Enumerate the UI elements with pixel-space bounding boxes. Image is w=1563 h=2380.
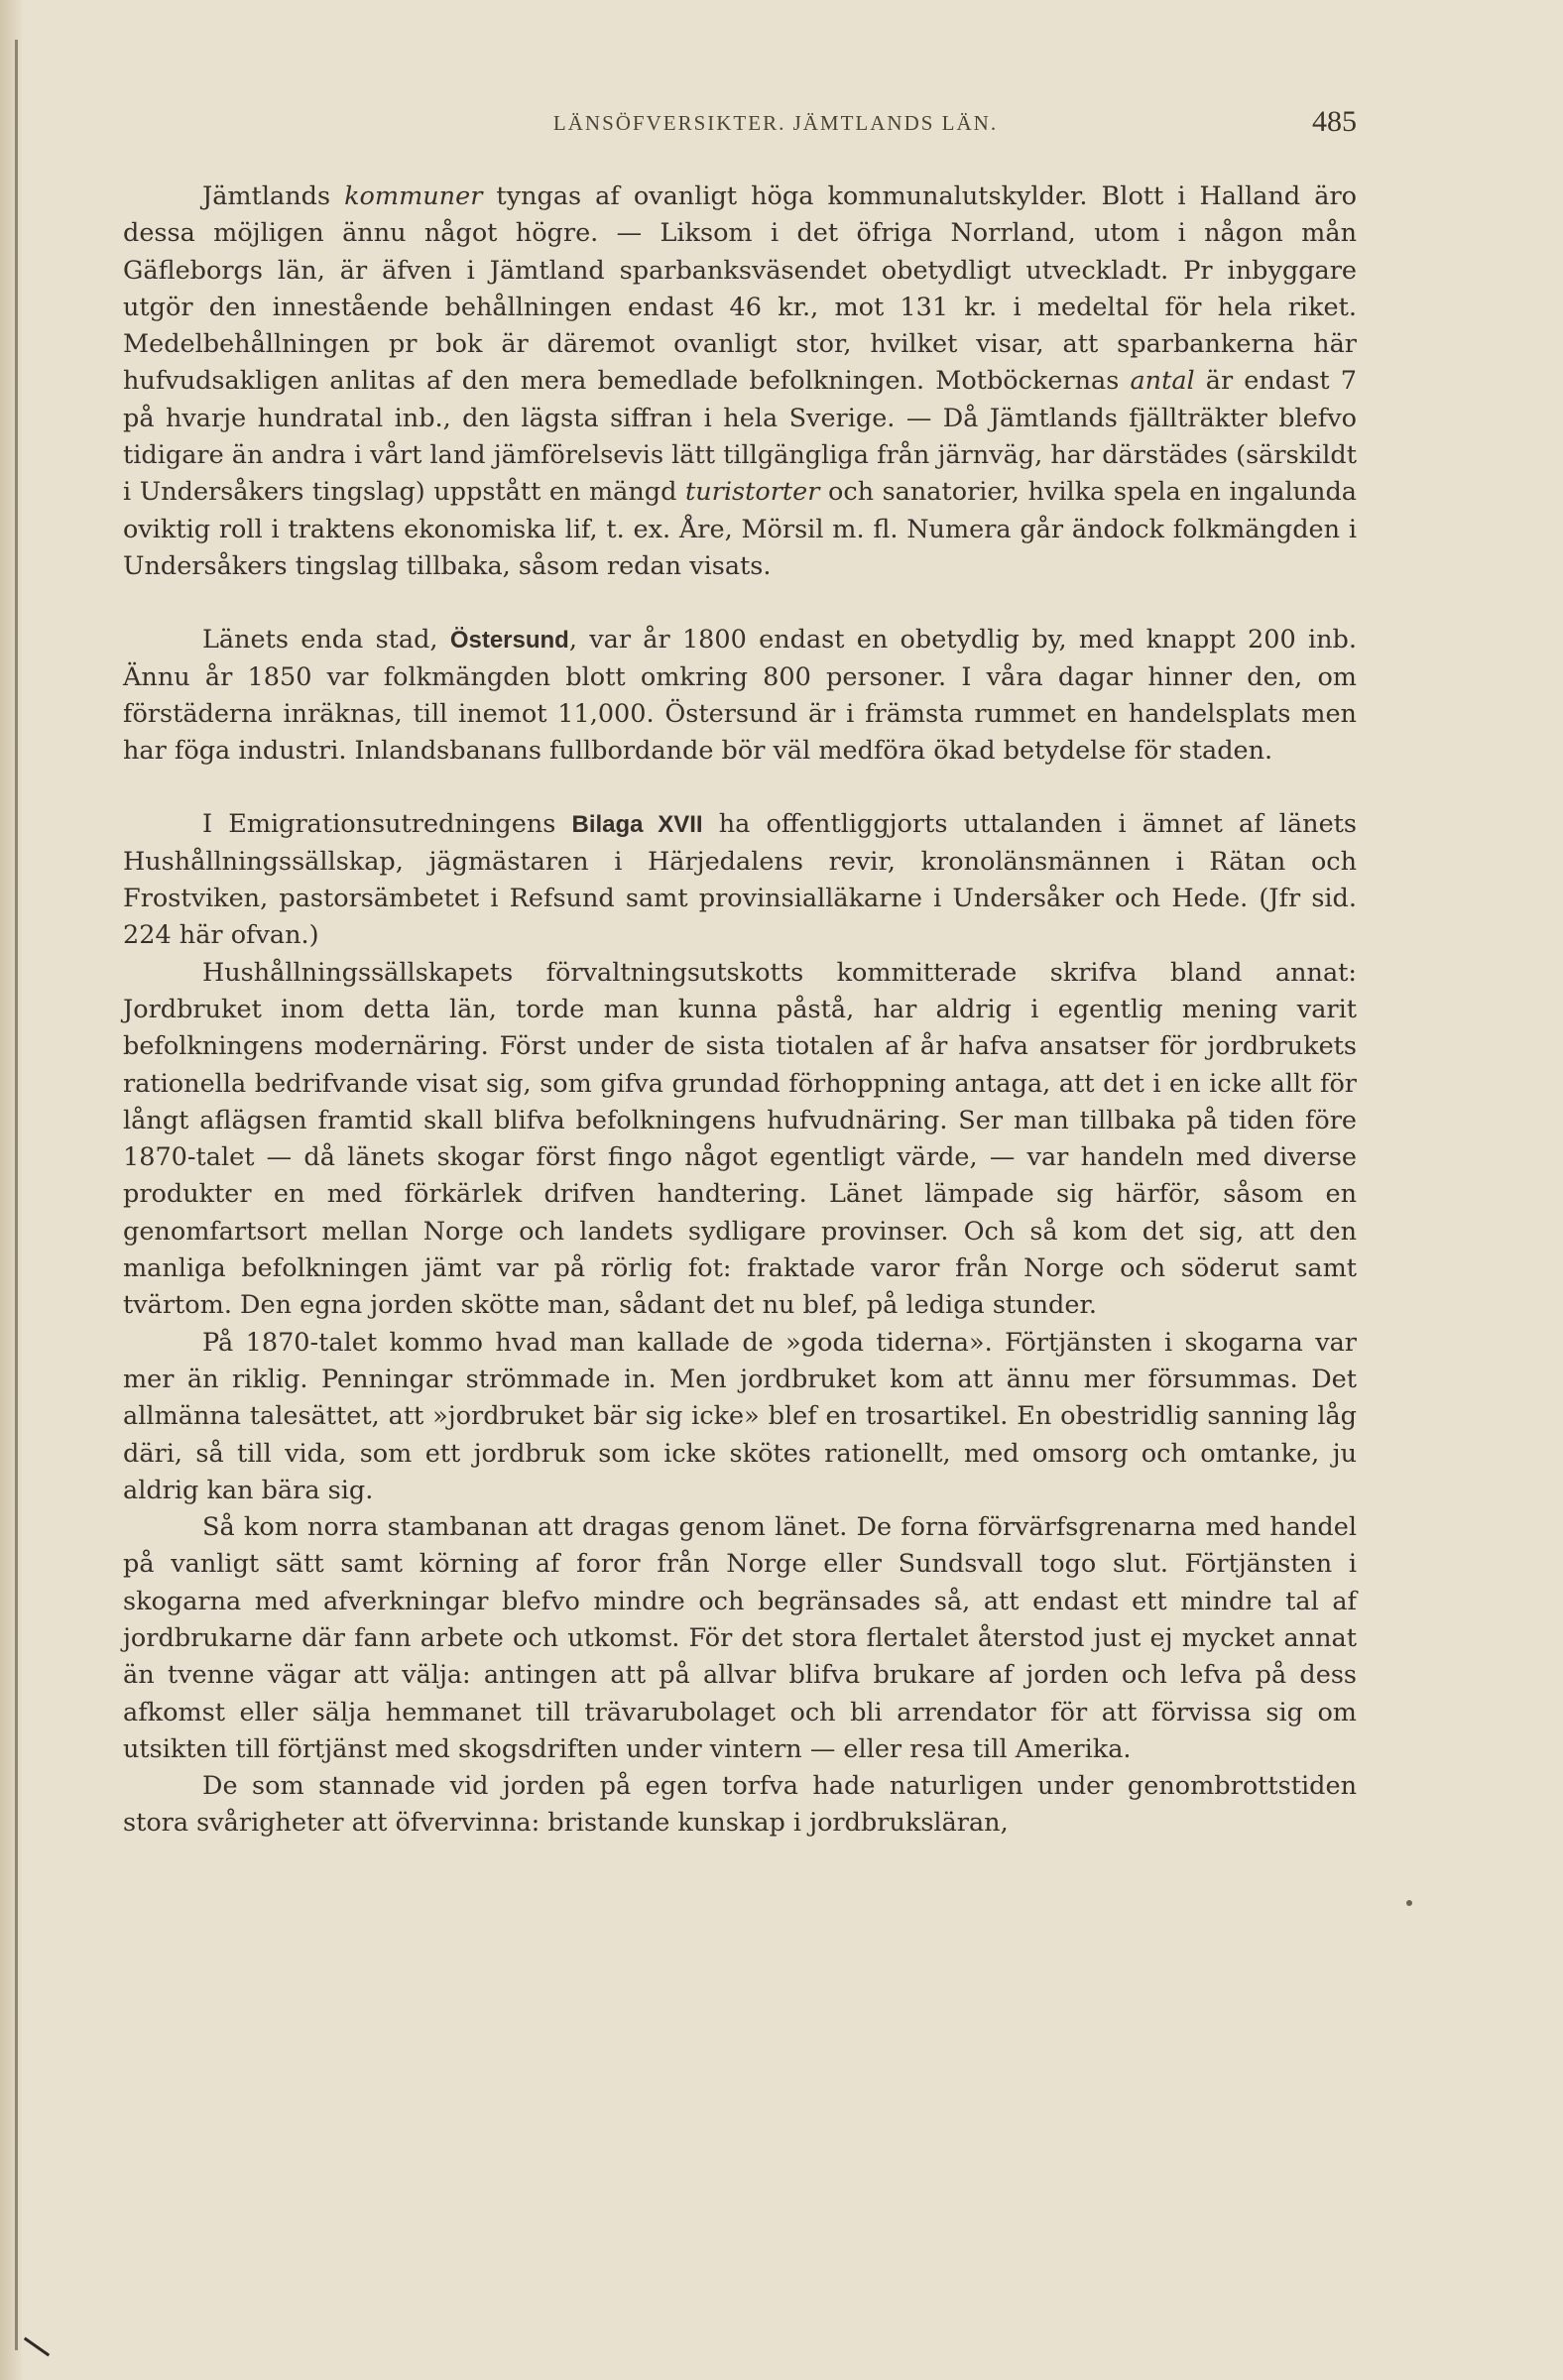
emphasis-antal: antal bbox=[1130, 366, 1195, 397]
body-text bbox=[123, 178, 1357, 1843]
text-run: är endast 7 på hvarje hundratal inb., den lägsta siffran i hela Sverige. — Då Jämtlands fjällträkter blefvo tidigare än andra i vårt land jämförelsevis lätt tillgängliga från järnväg, har därstädes (särskildt i Undersåkers tingslag) uppstått en mängd bbox=[123, 366, 1357, 508]
emphasis-ostersund: Östersund bbox=[449, 627, 569, 654]
paragraph-stambanan: Så kom norra stambanan att dragas genom länet. De forna förvärfsgrenarna med handel på vanligt sätt samt körning af foror från Norge eller Sundsvall togo slut. Förtjänsten i skogarna med afverkningar blefvo mindre och begränsades så, att endast ett mindre tal af jordbrukarne där fann arbete och utkomst. För det stora flertalet återstod just ej mycket annat än tvenne vägar att välja: antingen att på allvar blifva brukare af jorden och lefva på dess afkomst eller sälja hemmanet till trävarubolaget och bli arrendator för att förvissa sig om utsikten till förtjänst med skogsdriften under vintern — eller resa till Amerika. bbox=[123, 1512, 1357, 1764]
paragraph-goda-tiderna: På 1870-talet kommo hvad man kallade de »goda tiderna». Förtjänsten i skogarna var mer än riklig. Penningar strömmade in. Men jordbruket kom att ännu mer försummas. Det allmänna talesättet, att »jordbruket bär sig icke» blef en trosartikel. En obestridlig sanning låg däri, så till vida, som ett jordbruk som icke skötes rationellt, med omsorg och omtanke, ju aldrig kan bära sig. bbox=[123, 1327, 1357, 1505]
text-run: tyngas af ovanligt höga kommunalutskylder. Blott i Halland äro dessa möjligen ännu något högre. — Liksom i det öfriga Norrland, utom i någon mån Gäfleborgs län, är äfven i Jämtland sparbanksväsendet obetydligt utveckladt. Pr inbyggare utgör den innestående behållningen endast 46 kr., mot 131 kr. i medeltal för hela riket. Medelbehållningen pr bok är däremot ovanligt stor, hvilket visar, att sparbankerna här hufvudsakligen anlitas af den mera bemedlade befolkningen. Motböckernas bbox=[123, 181, 1357, 397]
paragraph-kommuner bbox=[123, 178, 1357, 585]
paragraph-ostersund bbox=[123, 622, 1357, 770]
emphasis-bilaga: Bilaga XVII bbox=[571, 811, 703, 839]
ink-speck bbox=[1406, 1900, 1412, 1906]
emphasis-turistorter: turistorter bbox=[685, 477, 820, 508]
paragraph-hushallning: Hushållningssällskapets förvaltningsutskotts kommitterade skrifva bland annat: Jordbruket inom detta län, torde man kunna påstå, har aldrig i egentlig mening varit befolkningens modernäring. Först under de sista tiotalen af år hafva ansatser för jordbrukets rationella bedrifvande visat sig, som gifva grundad förhoppning antaga, att det i en icke allt för långt aflägsen framtid skall blifva befolkningens hufvudnäring. Ser man tillbaka på tiden före 1870-talet — då länets skogar först fingo något egentligt värde, — var handeln med diverse produkter en med förkärlek drifven handtering. Länet lämpade sig härför, såsom en genomfartsort mellan Norge och landets sydligare provinser. Och så kom det sig, att den manliga befolkningen jämt var på rörlig fot: fraktade varor från Norge och söderut samt tvärtom. Den egna jorden skötte man, sådant det nu blef, på lediga stunder. bbox=[123, 957, 1357, 1321]
binding-rule bbox=[15, 40, 18, 2350]
text-run: Länets enda stad, bbox=[202, 625, 450, 655]
page-number: 485 bbox=[1312, 105, 1357, 138]
text-run: Jämtlands bbox=[202, 181, 345, 211]
text-run: I Emigrationsutredningens bbox=[202, 809, 572, 840]
paragraph-stannade: De som stannade vid jorden på egen torfva hade naturligen under genombrottstiden stora svårigheter att öfvervinna: bristande kunskap i jordbruksläran, bbox=[123, 1771, 1357, 1839]
page-edge bbox=[0, 0, 22, 2380]
corner-mark bbox=[24, 2337, 50, 2357]
text-run: , var år 1800 endast en obetydlig by, med knappt 200 inb. Ännu år 1850 var folkmängden blott omkring 800 personer. I våra dagar hinner den, om förstäderna inräknas, till inemot 11,000. Östersund är i främsta rummet en handelsplats men har föga industri. Inlandsbanans fullbordande bör väl medföra ökad betydelse för staden. bbox=[123, 625, 1357, 767]
text-run: ha offentliggjorts uttalanden i ämnet af länets Hushållningssällskap, jägmästaren i Härjedalens revir, kronolänsmännen i Rätan och Frostviken, pastorsämbetet i Refsund samt provinsialläkarne i Undersåker och Hede. (Jfr sid. 224 här ofvan.) bbox=[123, 809, 1357, 951]
emphasis-kommuner: kommuner bbox=[344, 181, 483, 211]
paragraph-bilaga bbox=[123, 806, 1357, 954]
running-head: LÄNSÖFVERSIKTER. JÄMTLANDS LÄN. bbox=[552, 111, 999, 135]
text-run: och sanatorier, hvilka spela en ingalunda oviktig roll i traktens ekonomiska lif, t. ex. Åre, Mörsil m. fl. Numera går ändock folkmängden i Undersåkers tingslag tillbaka, såsom redan visats. bbox=[123, 477, 1357, 581]
page-header bbox=[194, 105, 1357, 147]
